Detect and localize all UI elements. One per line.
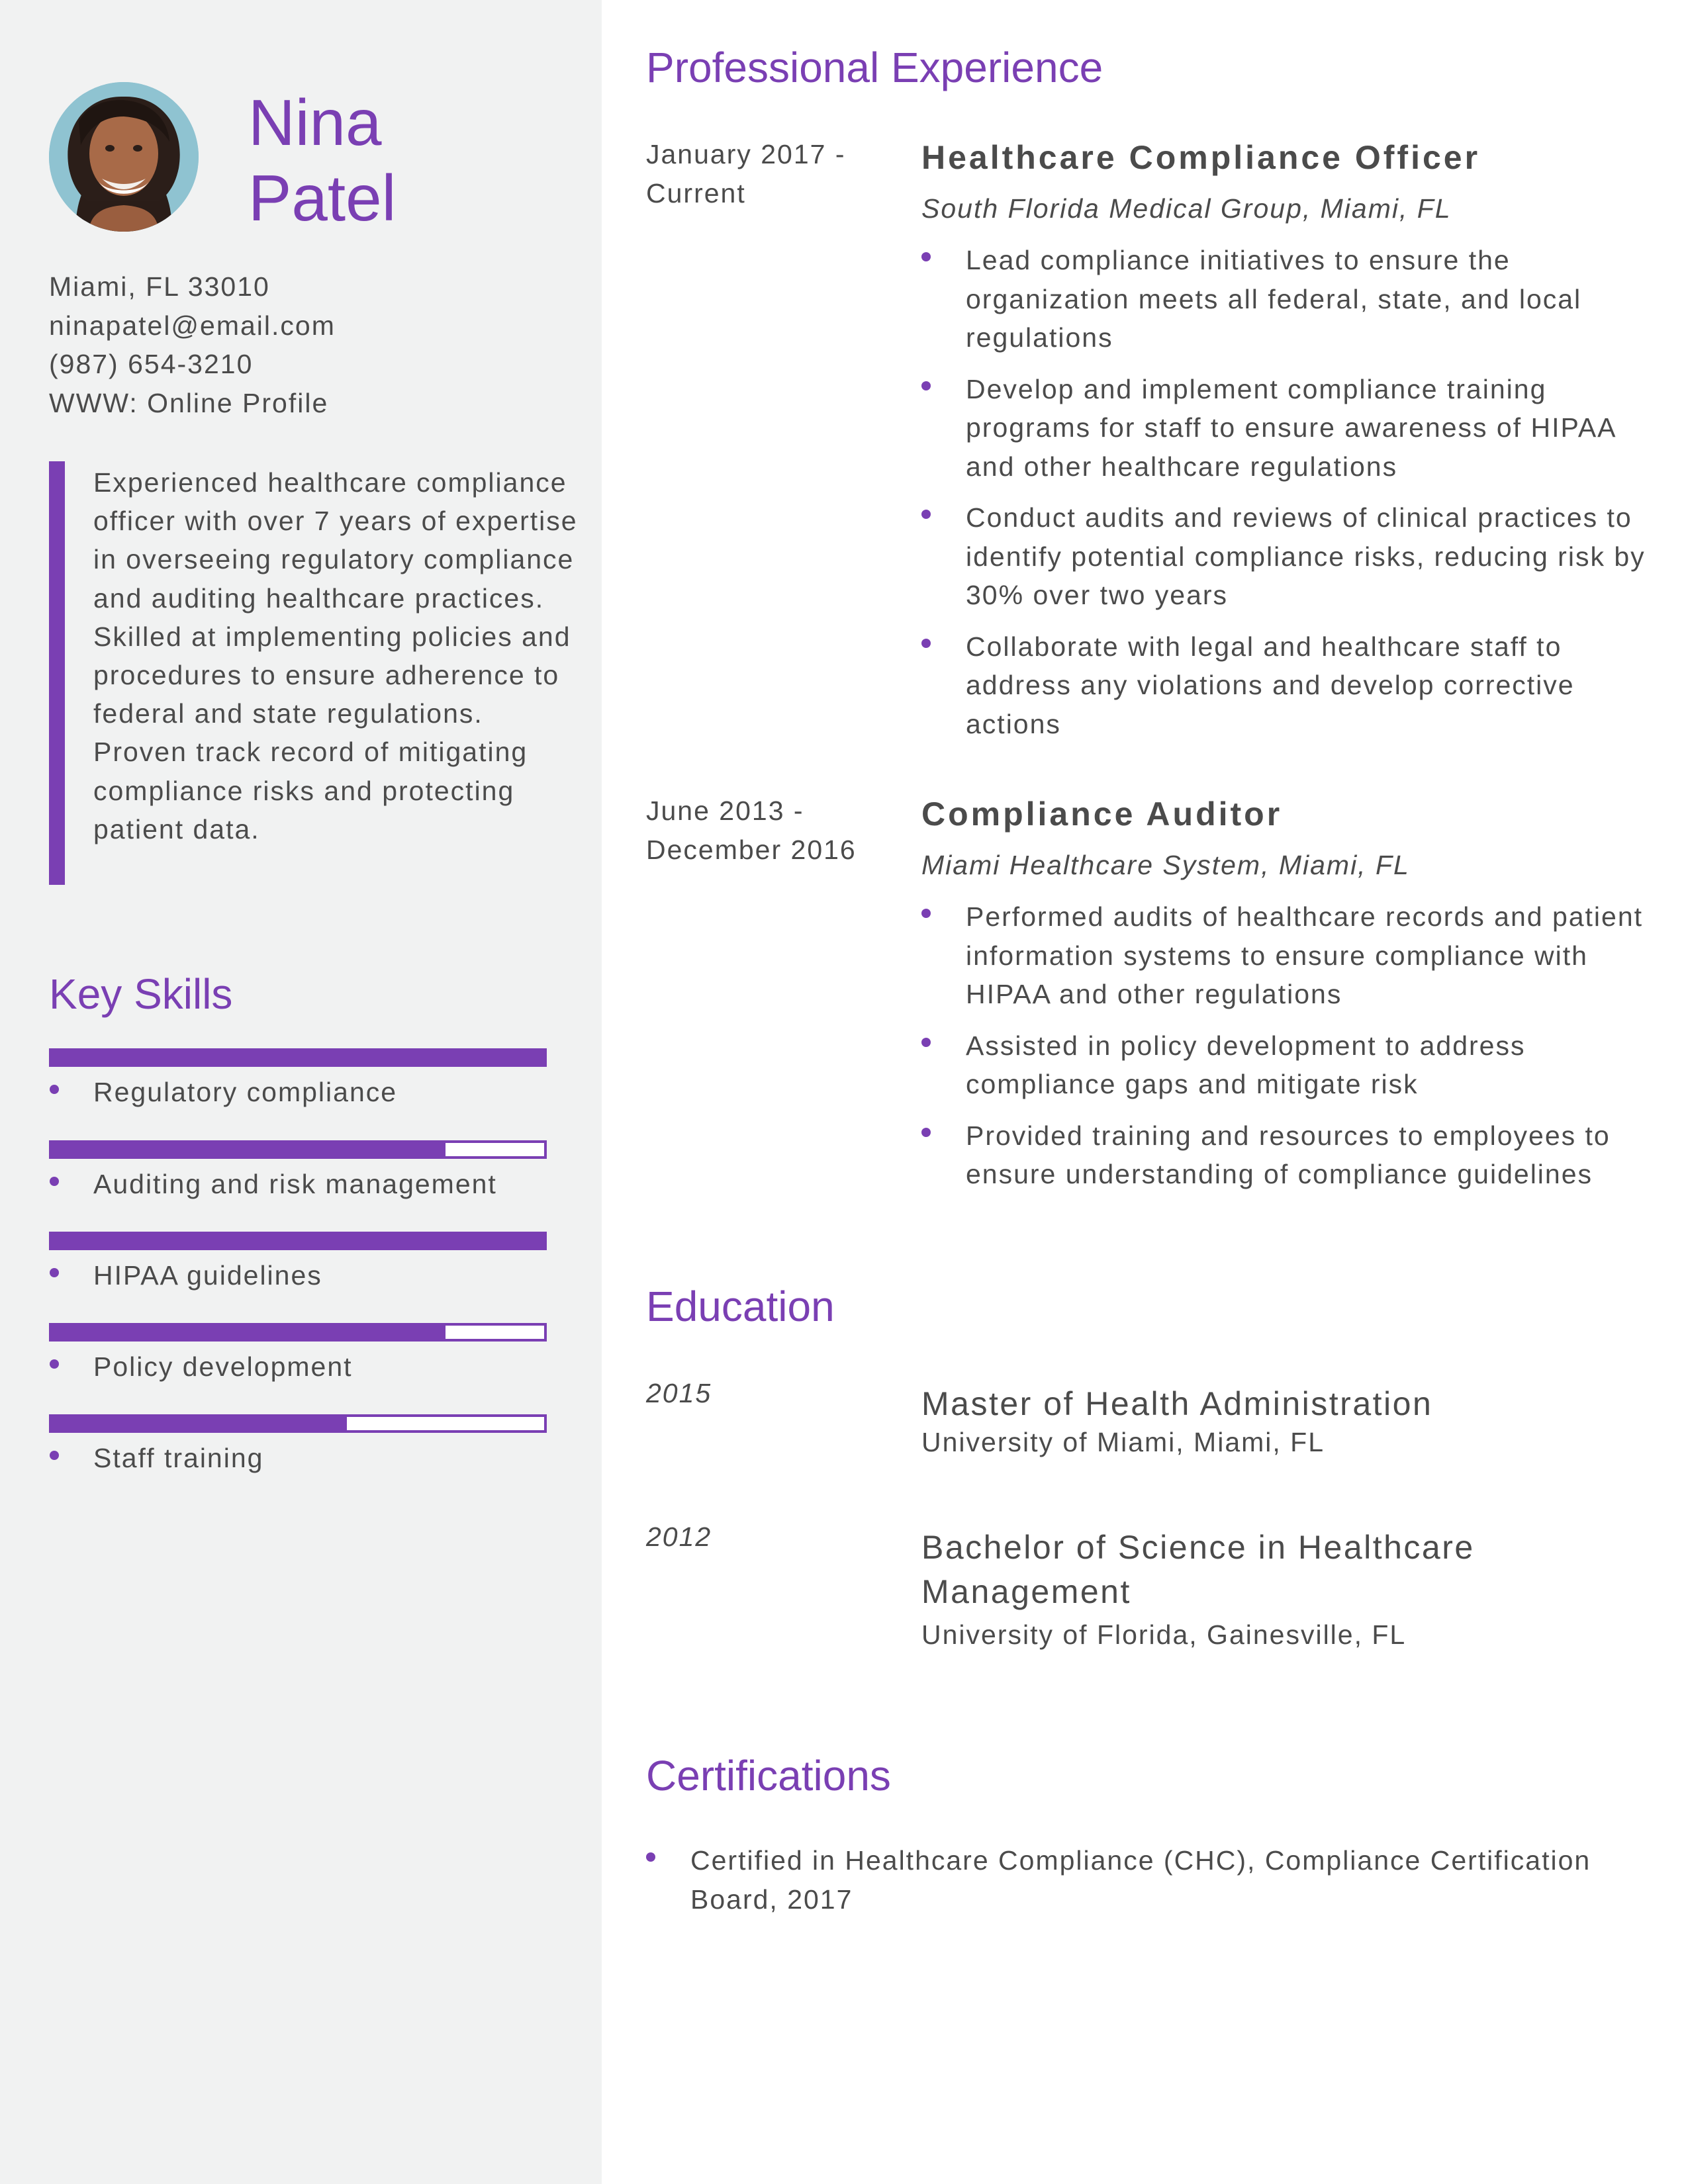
bullet-dot-icon (50, 1085, 59, 1094)
bullet-dot-icon (921, 252, 931, 261)
bullet-dot-icon (646, 1852, 655, 1862)
responsibility-text: Collaborate with legal and healthcare staff to address any violations and develop corrective actions (966, 631, 1575, 739)
skill-level-fill (52, 1326, 445, 1339)
job-date: June 2013 - December 2016 (646, 796, 857, 865)
contact-phone[interactable]: (987) 654-3210 (49, 349, 254, 379)
skill-level-bar (49, 1414, 547, 1433)
person-photo-icon (49, 82, 199, 232)
summary-accent-bar (49, 461, 65, 885)
skill-label: Auditing and risk management (93, 1169, 497, 1199)
education-school: University of Miami, Miami, FL (921, 1427, 1325, 1457)
bullet-dot-icon (50, 1359, 59, 1369)
responsibility-text: Provided training and resources to employees to ensure understanding of compliance guidelines (966, 1120, 1611, 1189)
skill-item (49, 1323, 547, 1382)
education-degree: Bachelor of Science in Healthcare Management (921, 1529, 1475, 1610)
list-item (921, 897, 1669, 1014)
job-title: Compliance Auditor (921, 796, 1283, 833)
contact-website[interactable]: WWW: Online Profile (49, 387, 329, 418)
responsibility-text: Conduct audits and reviews of clinical practices to identify potential compliance risks, reducing risk by 30% over two years (966, 502, 1646, 610)
certifications-list (646, 1841, 1639, 1919)
education-school: University of Florida, Gainesville, FL (921, 1619, 1407, 1650)
experience-heading: Professional Experience (646, 44, 1103, 91)
skill-level-fill (52, 1234, 544, 1248)
certifications-heading: Certifications (646, 1752, 891, 1799)
main-content (602, 0, 1688, 2184)
skill-label: Policy development (93, 1351, 353, 1382)
sidebar (0, 0, 602, 2184)
bullet-dot-icon (921, 510, 931, 519)
job-date: January 2017 - Current (646, 139, 846, 208)
list-item (921, 498, 1669, 615)
skill-level-fill (52, 1143, 445, 1156)
list-item (921, 241, 1669, 357)
bullet-dot-icon (921, 1038, 931, 1047)
skill-level-fill (52, 1417, 347, 1430)
job-responsibilities (921, 897, 1669, 1206)
skill-level-fill (52, 1051, 544, 1064)
list-item (921, 1116, 1669, 1194)
job-organization: South Florida Medical Group, Miami, FL (921, 193, 1452, 224)
list-item (921, 627, 1669, 744)
responsibility-text: Assisted in policy development to address compliance gaps and mitigate risk (966, 1030, 1526, 1099)
bullet-dot-icon (921, 909, 931, 918)
list-item (921, 370, 1669, 486)
job-responsibilities (921, 241, 1669, 756)
bullet-dot-icon (921, 639, 931, 648)
skill-item (49, 1140, 547, 1199)
job-title: Healthcare Compliance Officer (921, 139, 1481, 176)
list-item (646, 1841, 1639, 1919)
certification-text: Certified in Healthcare Compliance (CHC), Compliance Certification Board, 2017 (690, 1845, 1591, 1915)
job-organization: Miami Healthcare System, Miami, FL (921, 850, 1410, 880)
contact-email[interactable]: ninapatel@email.com (49, 310, 336, 341)
education-year: 2015 (646, 1378, 712, 1408)
skill-label: Staff training (93, 1443, 264, 1473)
last-name: Patel (248, 161, 397, 234)
bullet-dot-icon (921, 381, 931, 390)
profile-photo (49, 82, 199, 232)
responsibility-text: Lead compliance initiatives to ensure the organization meets all federal, state, and local regulations (966, 245, 1582, 353)
bullet-dot-icon (921, 1128, 931, 1137)
bullet-dot-icon (50, 1268, 59, 1277)
skill-level-bar (49, 1323, 547, 1342)
education-heading: Education (646, 1283, 835, 1330)
skill-label: Regulatory compliance (93, 1077, 398, 1107)
list-item (921, 1026, 1669, 1104)
professional-summary: Experienced healthcare compliance officer with over 7 years of expertise in overseeing regulatory compliance and auditing healthcare practices. Skilled at implementing policies and procedures to ensure adherence to federal and state regulations. Proven track record of mitigating compliance risks and protecting patient data. (93, 467, 578, 844)
skills-heading: Key Skills (49, 970, 233, 1018)
candidate-name (248, 85, 566, 236)
responsibility-text: Develop and implement compliance training programs for staff to ensure awareness of HIPAA and other healthcare regulations (966, 373, 1616, 482)
skill-item (49, 1232, 547, 1291)
skill-level-bar (49, 1232, 547, 1250)
first-name: Nina (248, 86, 382, 159)
responsibility-text: Performed audits of healthcare records and patient information systems to ensure compliance with HIPAA and other regulations (966, 901, 1644, 1009)
skill-label: HIPAA guidelines (93, 1260, 322, 1291)
skill-item (49, 1414, 547, 1473)
contact-info (49, 267, 579, 422)
contact-location: Miami, FL 33010 (49, 271, 270, 302)
skill-level-bar (49, 1140, 547, 1159)
bullet-dot-icon (50, 1451, 59, 1460)
skill-level-bar (49, 1048, 547, 1067)
education-year: 2012 (646, 1522, 712, 1552)
education-degree: Master of Health Administration (921, 1385, 1433, 1422)
bullet-dot-icon (50, 1177, 59, 1186)
skill-item (49, 1048, 547, 1107)
